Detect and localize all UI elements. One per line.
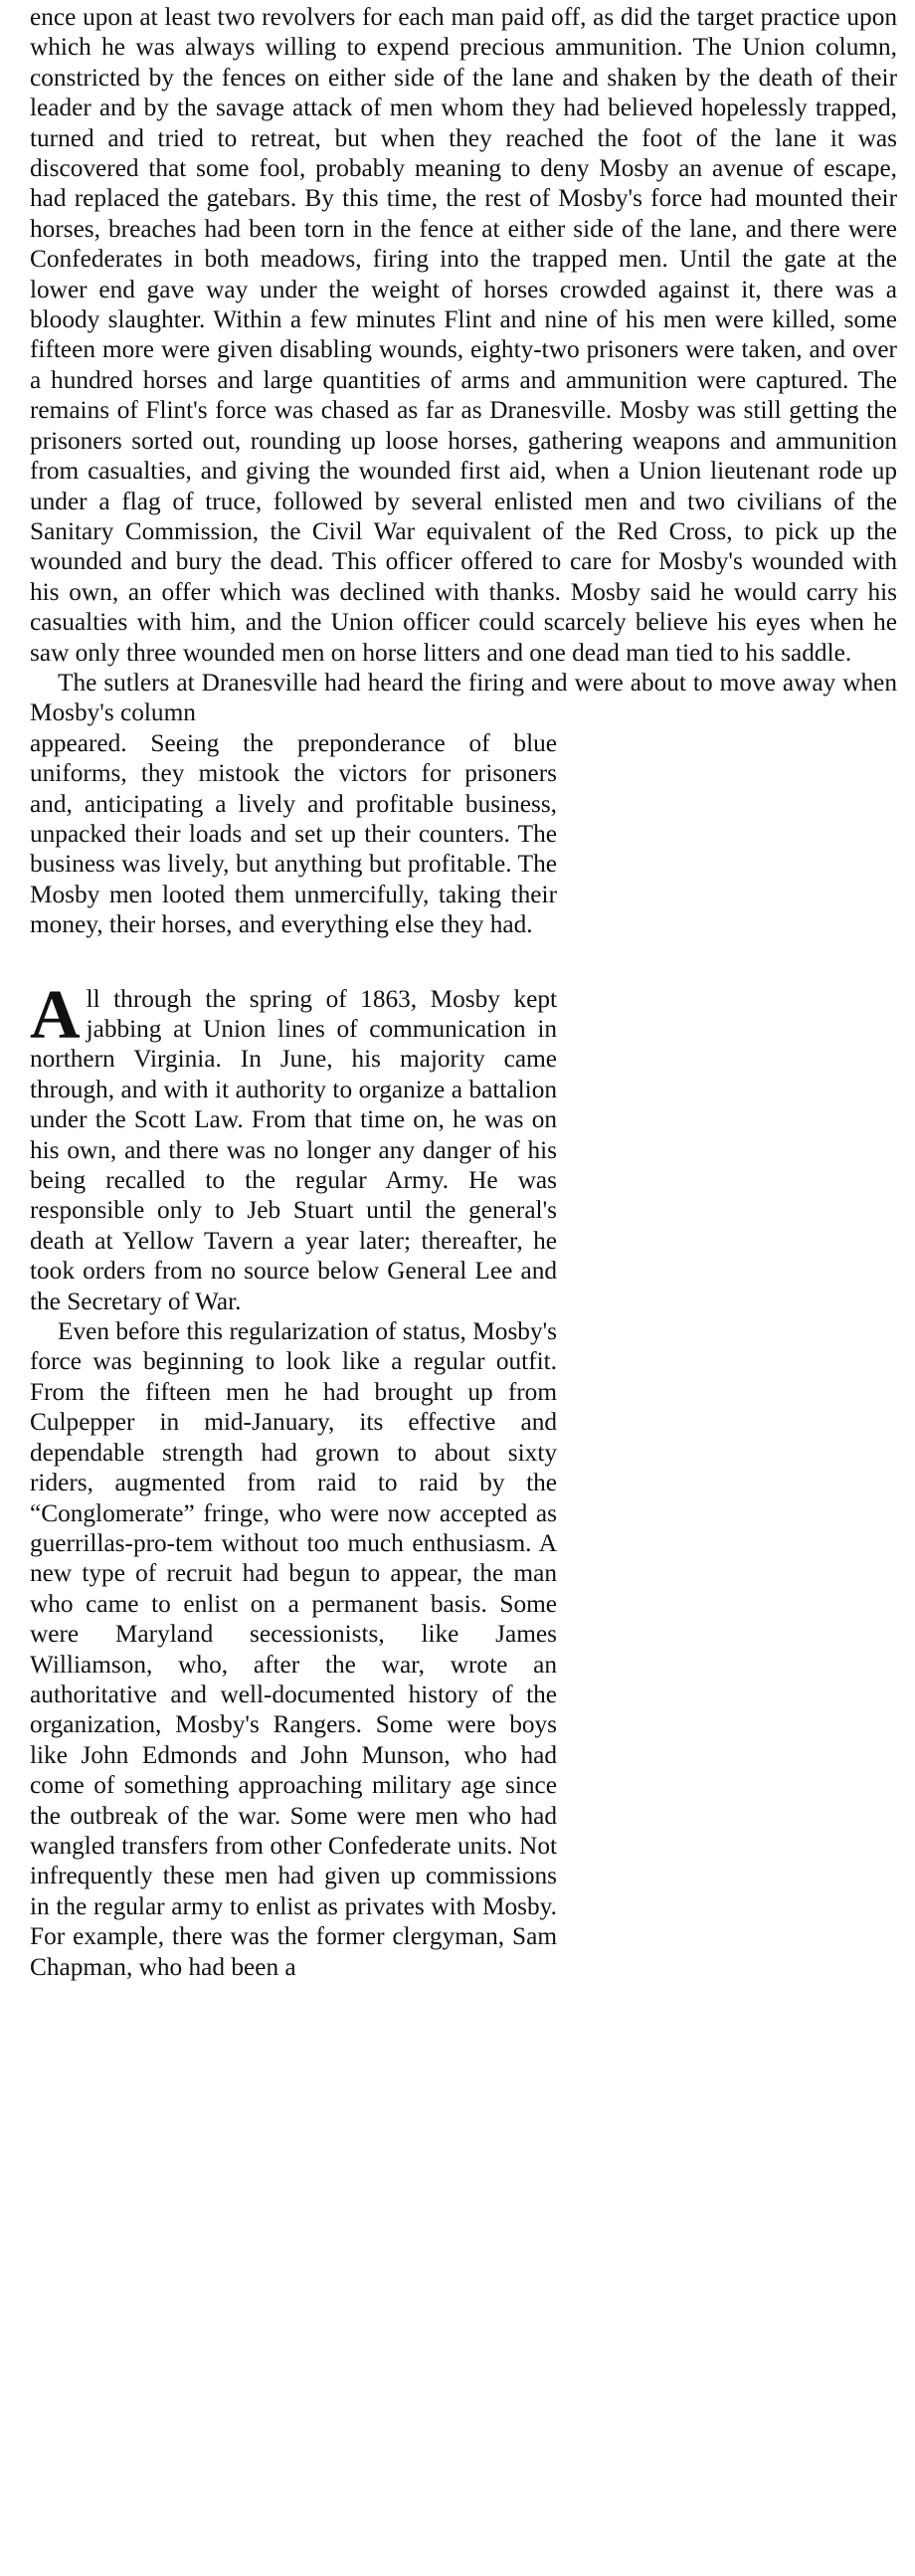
article-paragraph-4: Even before this regularization of status, Mosby's force was beginning to look like a regular outfit. From the fifteen men he had brought up from Culpepper in mid-January, its effective and dependable strength had grown to about sixty riders, augmented from raid to raid by the “Conglomerate” fringe, who were now accepted as guerrillas-pro-tem without too much enthusiasm. A new type of recruit had begun to appear, the man who came to enlist on a permanent basis. Some were Maryland secessionists, like James Williamson, who, after the war, wrote an authoritative and well-documented history of the organization, Mosby's Rangers. Some were boys like John Edmonds and John Munson, who had come of something approaching military age since the outbreak of the war. Some were men who had wangled transfers from other Confederate units. Not infrequently these men had given up commissions in the regular army to enlist as privates with Mosby. For example, there was the former clergyman, Sam Chapman, who had been a — [30, 1317, 557, 1981]
article-paragraph-3-text: ll through the spring of 1863, Mosby kept jabbing at Union lines of communication in northern Virginia. In June, his majority came through, and with it authority to organize a battalion under the Scott Law. From that time on, he was on his own, and there was no longer any danger of his being recalled to the regular Army. He was responsible only to Jeb Stuart until the general's death at Yellow Tavern a year later; thereafter, he took orders from no source below General Lee and the Secretary of War. — [30, 984, 557, 1315]
article-paragraph-1: ence upon at least two revolvers for each man paid off, as did the target practice upon which he was always willing to expend precious ammunition. The Union column, constricted by the fences on either side of the lane and shaken by the death of their leader and by the savage attack of men whom they had believed hopelessly trapped, turned and tried to retreat, but when they reached the foot of the lane it was discovered that some fool, probably meaning to deny Mosby an avenue of escape, had replaced the gatebars. By this time, the rest of Mosby's force had mounted their horses, breaches had been torn in the fence at either side of the lane, and there were Confederates in both meadows, firing into the trapped men. Until the gate at the lower end gave way under the weight of horses crowded against it, there was a bloody slaughter. Within a few minutes Flint and nine of his men were killed, some fifteen more were given disabling wounds, eighty-two prisoners were taken, and over a hundred horses and large quantities of arms and ammunition were captured. The remains of Flint's force was chased as far as Dranesville. Mosby was still getting the prisoners sorted out, rounding up loose horses, gathering weapons and ammunition from casualties, and giving the wounded first aid, when a Union lieutenant rode up under a flag of truce, followed by several enlisted men and two civilians of the Sanitary Commission, the Civil War equivalent of the Red Cross, to pick up the wounded and bury the dead. This officer offered to care for Mosby's wounded with his own, an offer which was declined with thanks. Mosby said he would carry his casualties with him, and the Union officer could scarcely believe his eyes when he saw only three wounded men on horse litters and one dead man tied to his saddle. — [30, 3, 897, 667]
section-break — [30, 940, 897, 984]
article-paragraph-3 — [30, 976, 557, 1316]
article-paragraph-2-lead: The sutlers at Dranesville had heard the firing and were about to move away when Mosby's column — [30, 668, 897, 727]
drop-cap: A — [30, 976, 81, 1054]
article-page — [30, 0, 897, 1982]
article-paragraph-2-column: appeared. Seeing the preponderance of blue uniforms, they mistook the victors for prisoners and, anticipating a lively and profitable business, unpacked their loads and set up their counters. The business was lively, but anything but profitable. The Mosby men looted them unmercifully, taking their money, their horses, and everything else they had. — [30, 728, 557, 939]
